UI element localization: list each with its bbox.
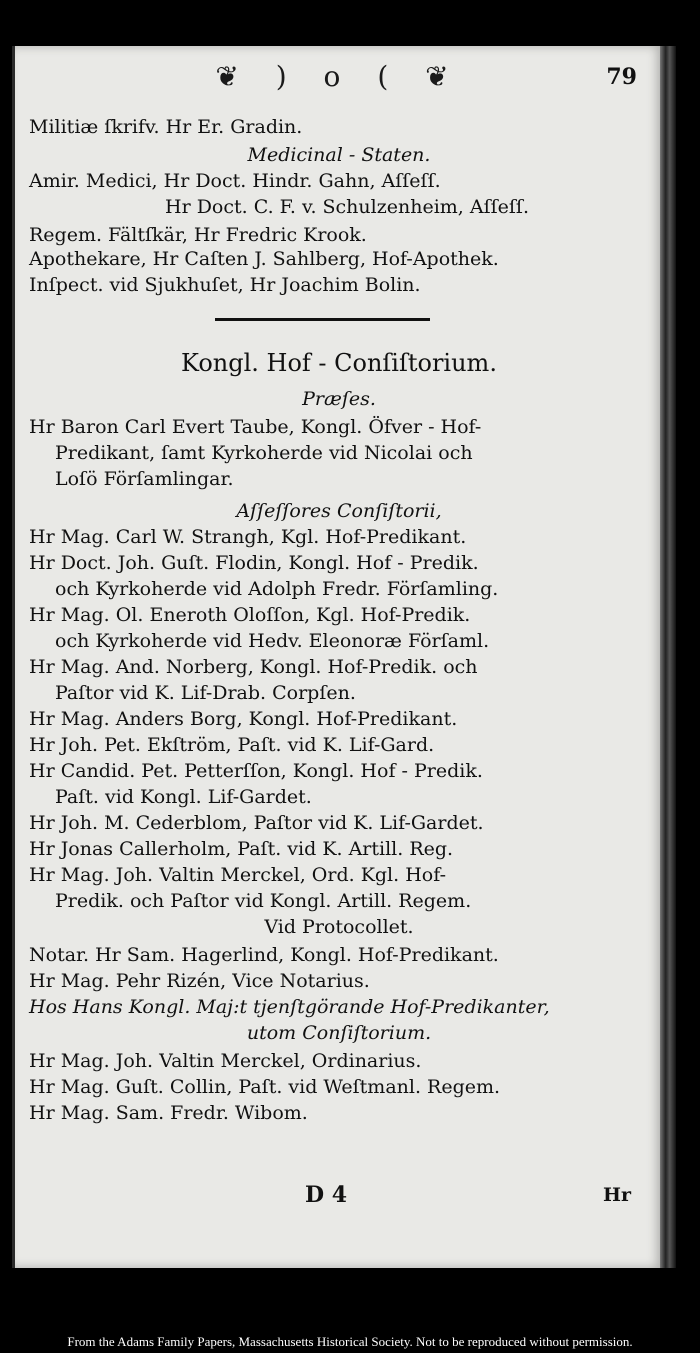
text-line: Notar. Hr Sam. Hagerlind, Kongl. Hof-Predikant.: [29, 944, 499, 966]
text-line: Hr Mag. Joh. Valtin Merckel, Ordinarius.: [29, 1050, 422, 1072]
text-line: Paſt. vid Kongl. Lif-Gardet.: [55, 786, 312, 808]
text-line: Kongl. Hof - Conſiſtorium.: [181, 349, 497, 377]
text-line: Hr Joh. Pet. Ekſtröm, Paſt. vid K. Lif-Gard.: [29, 734, 435, 756]
text-line: Militiæ ſkrifv. Hr Er. Gradin.: [29, 116, 303, 138]
text-line: Hr Mag. Guſt. Collin, Paſt. vid Weſtmanl. Regem.: [29, 1076, 501, 1098]
text-line: Loſö Förſamlingar.: [55, 468, 234, 490]
text-line: Aſſeſſores Conſiſtorii,: [236, 500, 442, 522]
text-line: Hr Candid. Pet. Petterſſon, Kongl. Hof - Predik.: [29, 760, 483, 782]
page-number: 79: [606, 64, 637, 90]
text-line: Medicinal - Staten.: [247, 144, 431, 166]
signature-mark: D 4: [305, 1182, 348, 1208]
section-rule: [215, 318, 430, 321]
credit-line: From the Adams Family Papers, Massachusetts Historical Society. Not to be reproduced without permission.: [67, 1334, 633, 1349]
text-line: Hr Mag. And. Norberg, Kongl. Hof-Predik. och: [29, 656, 478, 678]
text-line: Hr Mag. Sam. Fredr. Wibom.: [29, 1102, 308, 1124]
text-line: Hr Jonas Callerholm, Paſt. vid K. Artill. Reg.: [29, 838, 454, 860]
text-line: Hr Doct. C. F. v. Schulzenheim, Aſſeſſ.: [165, 196, 530, 218]
text-line: Predik. och Paſtor vid Kongl. Artill. Regem.: [55, 890, 472, 912]
text-line: Apothekare, Hr Caſten J. Sahlberg, Hof-Apothek.: [29, 248, 499, 270]
text-line: Hr Mag. Anders Borg, Kongl. Hof-Predikant.: [29, 708, 458, 730]
text-line: Præſes.: [302, 388, 376, 410]
text-line: Hr Mag. Ol. Eneroth Oloſſon, Kgl. Hof-Predik.: [29, 604, 471, 626]
text-line: Hr Doct. Joh. Guſt. Flodin, Kongl. Hof - Predik.: [29, 552, 479, 574]
text-line: Inſpect. vid Sjukhuſet, Hr Joachim Bolin.: [29, 274, 421, 296]
book-spine: [660, 46, 676, 1268]
text-line: Paſtor vid K. Lif-Drab. Corpſen.: [55, 682, 356, 704]
text-line: Hr Mag. Joh. Valtin Merckel, Ord. Kgl. Hof-: [29, 864, 446, 886]
text-line: Hr Joh. M. Cederblom, Paſtor vid K. Lif-Gardet.: [29, 812, 484, 834]
text-line: Hos Hans Kongl. Maj:t tjenſtgörande Hof-Predikanter,: [29, 996, 550, 1018]
text-line: Hr Mag. Carl W. Strangh, Kgl. Hof-Predikant.: [29, 526, 467, 548]
catchword: Hr: [603, 1184, 631, 1206]
text-line: Hr Mag. Pehr Rizén, Vice Notarius.: [29, 970, 370, 992]
book-page: [12, 46, 663, 1268]
text-line: utom Conſiſtorium.: [246, 1022, 432, 1044]
text-line: Amir. Medici, Hr Doct. Hindr. Gahn, Aſſeſſ.: [29, 170, 441, 192]
text-line: Regem. Fältſkär, Hr Fredric Krook.: [29, 224, 367, 246]
text-line: och Kyrkoherde vid Adolph Fredr. Förſamling.: [55, 578, 499, 600]
text-line: Hr Baron Carl Evert Taube, Kongl. Öfver - Hof-: [29, 416, 482, 438]
header-ornament: ❦ ) o ( ❦: [215, 60, 463, 93]
text-line: Predikant, ſamt Kyrkoherde vid Nicolai och: [55, 442, 473, 464]
text-line: Vid Protocollet.: [264, 916, 414, 938]
text-line: och Kyrkoherde vid Hedv. Eleonoræ Förſaml.: [55, 630, 490, 652]
